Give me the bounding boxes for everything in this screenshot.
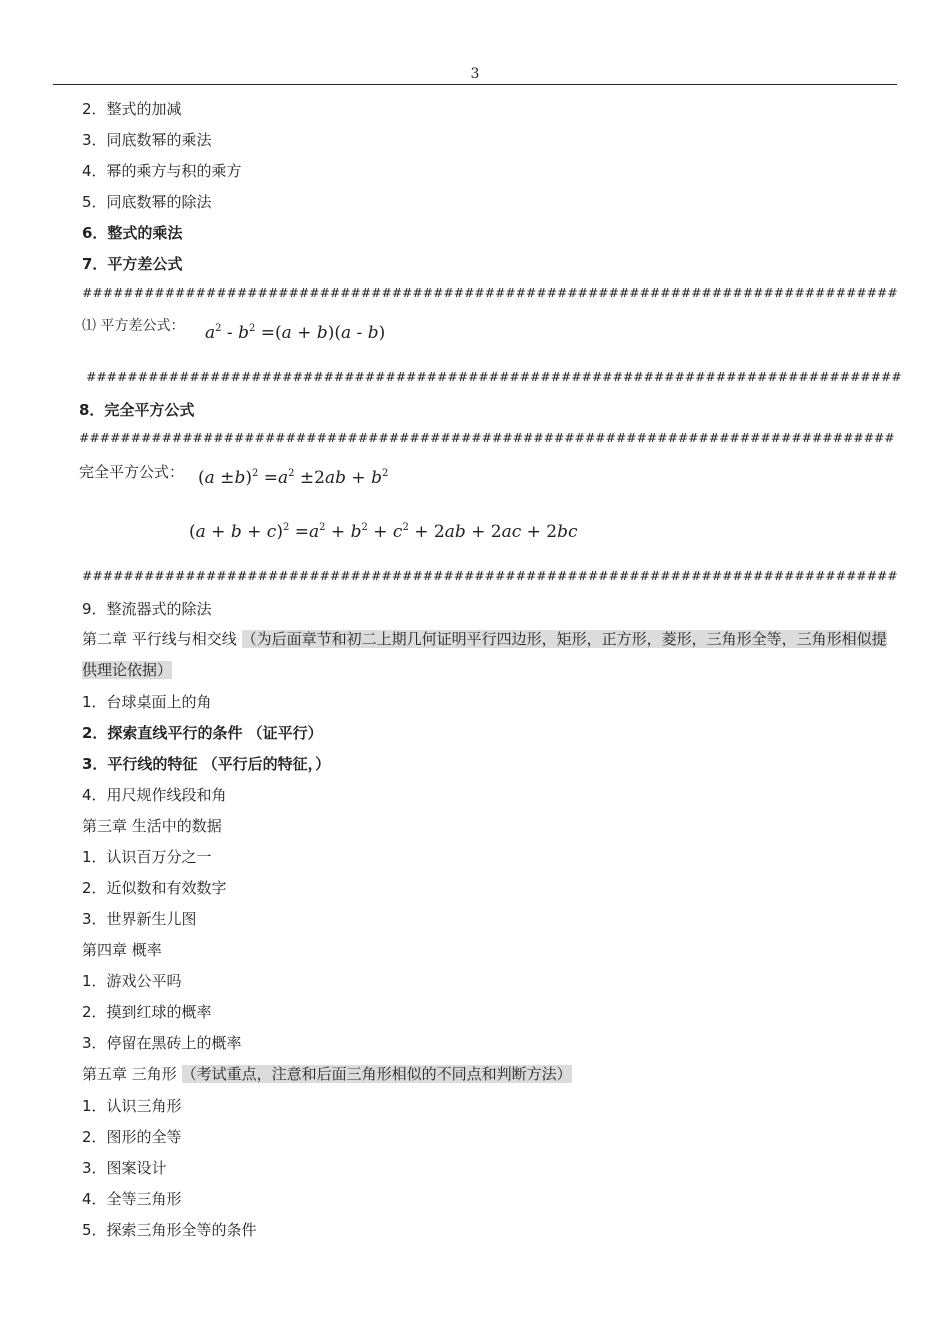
hash-separator: ############################################################################### <box>86 369 902 384</box>
difference-of-squares-formula: $a^2 - b^2 =(a + b)(a - b)$ <box>205 323 386 343</box>
list-item: 1．认识三角形 <box>82 1097 182 1115</box>
list-item: 3．世界新生儿图 <box>82 910 197 928</box>
highlighted-note: （考试重点，注意和后面三角形相似的不同点和判断方法） <box>181 1065 572 1083</box>
list-item: 9．整流器式的除法 <box>82 600 212 618</box>
hash-separator: ############################################################################### <box>79 430 895 445</box>
section-heading: 6．整式的乘法 <box>82 224 183 242</box>
list-item: 2．整式的加减 <box>82 100 182 118</box>
perfect-square-formula: $(a \pm b)^2 =a^2 \pm 2ab + b^2$ <box>198 468 389 488</box>
list-item: 2．探索直线平行的条件 （证平行） <box>82 724 323 742</box>
highlighted-note: （为后面章节和初二上期几何证明平行四边形，矩形，正方形，菱形，三角形全等，三角形相似提供理论依据） <box>82 630 887 679</box>
trinomial-square-formula: $(a + b + c)^2 =a^2 + b^2 + c^2 + 2ab + 2ac + 2bc$ <box>189 522 578 542</box>
list-item: 3．停留在黑砖上的概率 <box>82 1034 242 1052</box>
hash-separator: ############################################################################### <box>82 285 898 300</box>
list-item: 2．近似数和有效数字 <box>82 879 227 897</box>
chapter-5-heading <box>82 1063 572 1084</box>
list-item: 5．同底数幂的除法 <box>82 193 212 211</box>
chapter-title: 第五章 三角形 <box>82 1065 177 1083</box>
list-item: 4．用尺规作线段和角 <box>82 786 227 804</box>
page-number: 3 <box>470 66 480 82</box>
list-item: 3．同底数幂的乘法 <box>82 131 212 149</box>
list-item: 4．幂的乘方与积的乘方 <box>82 162 242 180</box>
list-item: 2．摸到红球的概率 <box>82 1003 212 1021</box>
list-item: 2．图形的全等 <box>82 1128 182 1146</box>
section-heading: 7．平方差公式 <box>82 255 183 273</box>
list-item: 1．认识百万分之一 <box>82 848 212 866</box>
chapter-title: 第二章 平行线与相交线 <box>82 630 237 648</box>
section-heading: 8．完全平方公式 <box>79 401 195 419</box>
list-item: 3．平行线的特征 （平行后的特征，） <box>82 755 331 773</box>
list-item: 4．全等三角形 <box>82 1190 182 1208</box>
list-item: 5．探索三角形全等的条件 <box>82 1221 257 1239</box>
formula-label: ⑴ 平方差公式： <box>82 318 185 334</box>
chapter-3-heading: 第三章 生活中的数据 <box>82 817 222 835</box>
list-item: 1．游戏公平吗 <box>82 972 182 990</box>
chapter-2-heading <box>82 624 900 686</box>
list-item: 3．图案设计 <box>82 1159 167 1177</box>
hash-separator: ############################################################################### <box>82 568 898 583</box>
chapter-4-heading: 第四章 概率 <box>82 941 162 959</box>
header-rule <box>53 84 897 85</box>
list-item: 1．台球桌面上的角 <box>82 693 212 711</box>
formula-label: 完全平方公式： <box>79 463 185 481</box>
